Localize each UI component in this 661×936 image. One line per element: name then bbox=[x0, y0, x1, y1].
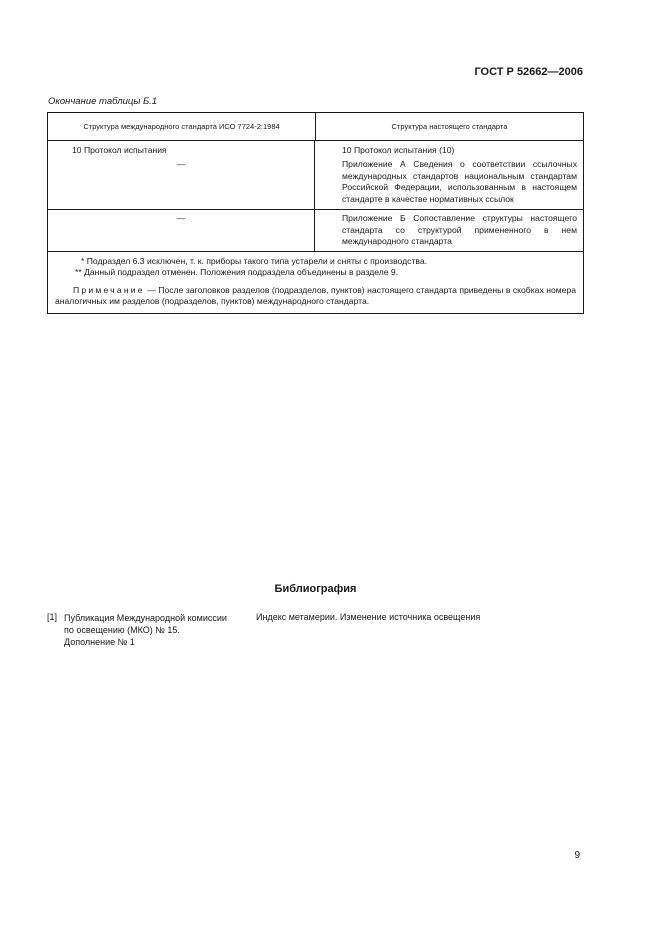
bibliography-title: Библиография bbox=[274, 583, 357, 595]
bibliography-entry-description: Индекс метамерии. Изменение источника освещения bbox=[256, 612, 481, 622]
cell-national: 10 Протокол испытания (10) bbox=[342, 145, 455, 155]
page-number: 9 bbox=[574, 850, 580, 861]
table-row bbox=[48, 210, 583, 252]
cell-national: Приложение Б Сопоставление структуры настоящего стандарта со структурой примененного в нем международного стандарта bbox=[342, 213, 577, 246]
cell-national: Приложение А Сведения о соответствии ссылочных международных стандартов национальным стандартам Российской Федерации, использованным в настоящем стандарте в качестве нормативных ссылок bbox=[342, 159, 577, 204]
table-note bbox=[55, 285, 576, 308]
bibliography-entry-number: [1] bbox=[47, 612, 58, 622]
footnote: ** Данный подраздел отменен. Положения подраздела объединены в разделе 9. bbox=[75, 267, 399, 277]
table-notes bbox=[48, 252, 583, 313]
table-row bbox=[48, 156, 583, 210]
note-text: — После заголовков разделов (подразделов, пунктов) настоящего стандарта приведены в скобках номера аналогичных им разделов (подразделов, пунктов) международного стандарта. bbox=[55, 284, 576, 306]
source-line: Дополнение № 1 bbox=[64, 637, 135, 647]
cell-international: 10 Протокол испытания bbox=[48, 141, 315, 156]
column-header-international: Структура международного стандарта ИСО 7724-2:1984 bbox=[48, 113, 316, 140]
structure-comparison-table bbox=[47, 112, 584, 314]
table-caption: Окончание таблицы Б.1 bbox=[48, 96, 158, 107]
column-header-national: Структура настоящего стандарта bbox=[391, 122, 508, 131]
cell-international: — bbox=[48, 156, 315, 209]
cell-international: — bbox=[48, 210, 315, 251]
table-header-row bbox=[48, 113, 583, 141]
source-line: Публикация Международной комиссии bbox=[64, 613, 227, 623]
document-code: ГОСТ Р 52662—2006 bbox=[474, 66, 583, 78]
footnote: * Подраздел 6.3 исключен, т. к. приборы такого типа устарели и сняты с производства. bbox=[81, 255, 428, 266]
source-line: по освещению (МКО) № 15. bbox=[64, 625, 180, 635]
note-label: Примечание bbox=[73, 284, 145, 295]
bibliography-entry-source bbox=[64, 612, 227, 648]
table-row bbox=[48, 141, 583, 156]
